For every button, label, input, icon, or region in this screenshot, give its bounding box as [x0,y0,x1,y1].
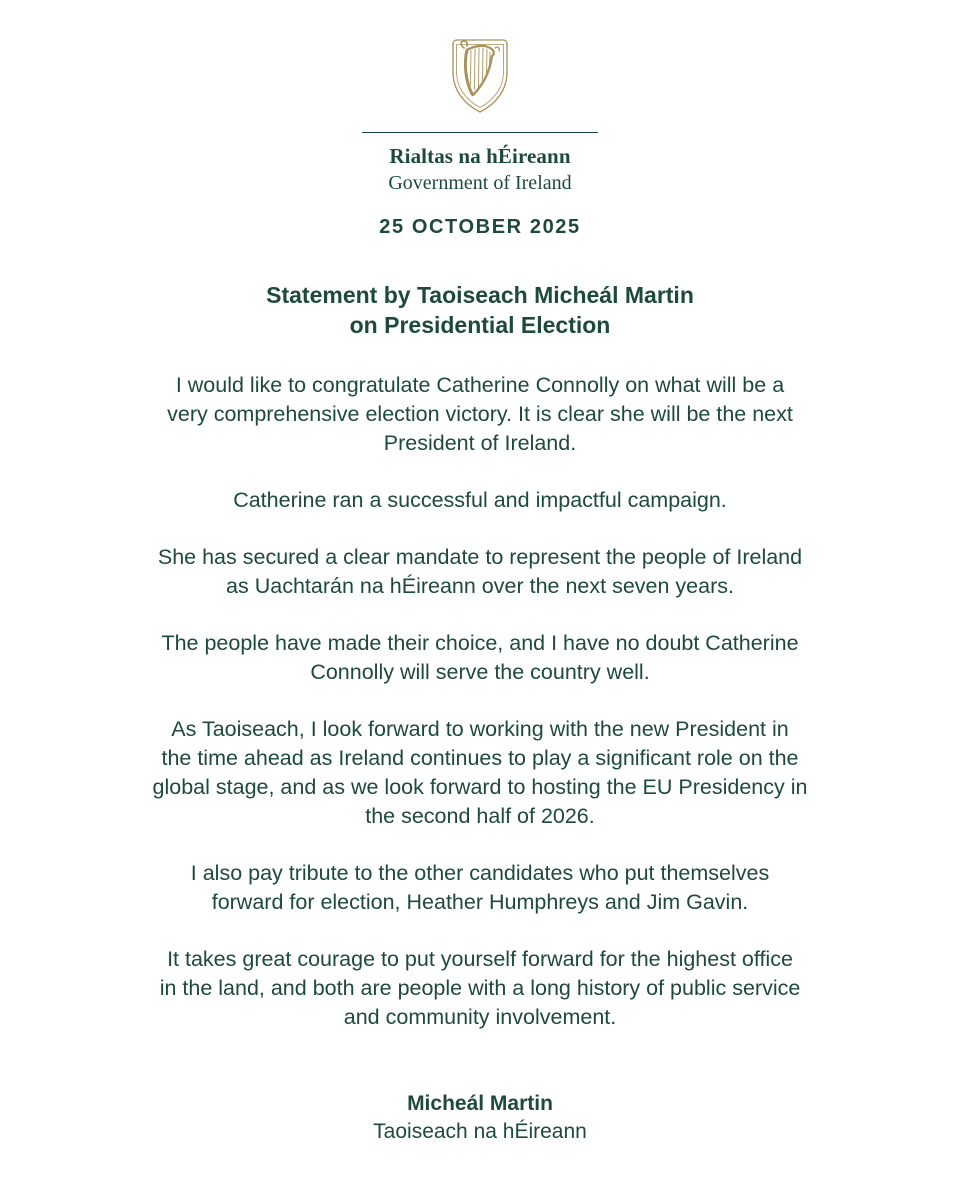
harp-icon [446,28,514,116]
signatory-title: Taoiseach na hÉireann [373,1120,587,1143]
header-divider [362,132,598,133]
title-line: on Presidential Election [349,312,611,338]
signatory-name: Micheál Martin [407,1092,553,1115]
paragraph-line: She has secured a clear mandate to represent the people of Ireland [157,545,803,569]
paragraph-line: I would like to congratulate Catherine Connolly on what will be a [175,373,785,397]
paragraph [80,543,880,601]
paragraph-line: As Taoiseach, I look forward to working with the new President in [171,717,789,741]
paragraph-line: President of Ireland. [383,431,577,455]
paragraph-line: global stage, and as we look forward to hosting the EU Presidency in [152,775,808,799]
paragraph-line: It takes great courage to put yourself forward for the highest office [167,947,793,971]
paragraph-line: in the land, and both are people with a long history of public service [159,976,801,1000]
paragraph-line: very comprehensive election victory. It is clear she will be the next [167,402,793,426]
paragraph [80,859,880,917]
paragraph [80,486,880,515]
paragraph-line: The people have made their choice, and I have no doubt Catherine [161,631,799,655]
brand-name-english: Government of Ireland [388,172,572,194]
brand-name-irish: Rialtas na hÉireann [389,144,571,168]
paragraph [80,715,880,831]
paragraph-line: as Uachtarán na hÉireann over the next seven years. [226,574,734,598]
paragraph-line: Connolly will serve the country well. [310,660,650,684]
paragraph [80,629,880,687]
paragraph-line: the time ahead as Ireland continues to play a significant role on the [161,746,799,770]
paragraph [80,371,880,458]
statement-title [0,280,960,340]
statement-date: 25 OCTOBER 2025 [379,216,581,238]
title-line: Statement by Taoiseach Micheál Martin [266,282,694,308]
paragraph-line: forward for election, Heather Humphreys and Jim Gavin. [211,890,749,914]
paragraph-line: Catherine ran a successful and impactful campaign. [233,488,727,512]
paragraph-line: the second half of 2026. [365,804,595,828]
paragraph [80,945,880,1032]
statement-body [80,371,880,1060]
paragraph-line: I also pay tribute to the other candidates who put themselves [190,861,770,885]
paragraph-line: and community involvement. [343,1005,617,1029]
